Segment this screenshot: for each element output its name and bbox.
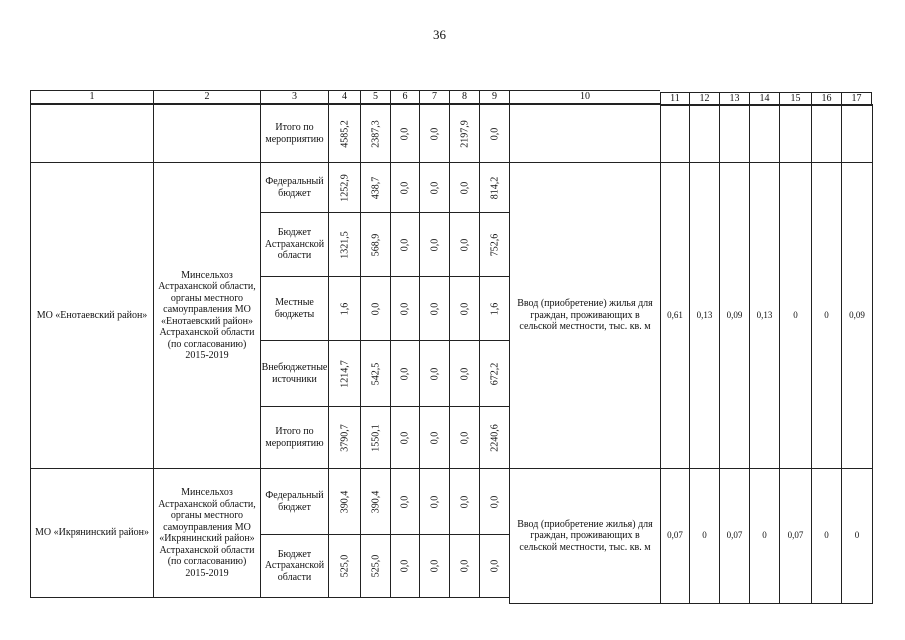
value-text: 1,6 <box>339 302 350 315</box>
value-text: 568,9 <box>370 233 381 256</box>
value-cell <box>449 104 479 162</box>
value-text: 0,0 <box>399 302 411 315</box>
value-cell <box>360 162 390 212</box>
empty-cell <box>689 104 719 162</box>
target-value-cell: 0 <box>749 468 779 604</box>
value-cell <box>419 104 449 162</box>
value-cell <box>479 340 509 406</box>
value-cell <box>390 406 419 468</box>
value-text: 0,0 <box>370 302 381 315</box>
empty-cell <box>30 104 153 162</box>
value-text: 542,5 <box>370 362 381 385</box>
value-cell <box>449 406 479 468</box>
value-cell <box>419 468 449 534</box>
value-text: 390,4 <box>370 490 381 513</box>
value-text: 0,0 <box>399 367 411 380</box>
value-text: 814,2 <box>489 176 500 199</box>
value-cell <box>419 406 449 468</box>
value-cell <box>328 162 360 212</box>
col-header-17: 17 <box>841 92 872 106</box>
value-text: 0,0 <box>429 127 440 140</box>
value-cell <box>390 212 419 276</box>
value-text: 438,7 <box>370 176 381 199</box>
empty-cell <box>841 104 872 162</box>
funding-source-cell: Итого по мероприятию <box>260 104 328 162</box>
value-text: 0,0 <box>459 495 470 508</box>
value-text: 0,0 <box>429 431 440 444</box>
col-header-1: 1 <box>30 90 153 104</box>
empty-cell <box>509 104 660 162</box>
value-text: 0,0 <box>399 559 411 573</box>
empty-cell <box>811 104 841 162</box>
funding-source-cell: Бюджет Астраханской области <box>260 212 328 276</box>
value-cell <box>390 340 419 406</box>
value-cell <box>328 340 360 406</box>
value-text: 0,0 <box>429 367 440 380</box>
page-number: 36 <box>433 27 446 42</box>
value-text: 0,0 <box>429 238 440 251</box>
value-text: 1550,1 <box>370 423 381 452</box>
funding-source-cell: Федеральный бюджет <box>260 468 328 534</box>
value-text: 0,0 <box>429 495 440 508</box>
value-text: 0,0 <box>489 559 500 573</box>
value-text: 0,0 <box>429 559 440 573</box>
funding-source-cell: Внебюджетные источники <box>260 340 328 406</box>
value-cell <box>479 104 509 162</box>
value-cell <box>360 104 390 162</box>
table-border <box>872 104 873 604</box>
col-header-16: 16 <box>811 92 841 106</box>
value-cell <box>390 468 419 534</box>
value-cell <box>328 276 360 340</box>
value-text: 0,0 <box>489 127 500 140</box>
value-text: 0,0 <box>459 559 470 573</box>
value-text: 0,0 <box>489 495 500 508</box>
value-text: 2197,9 <box>459 119 470 148</box>
target-value-cell: 0,07 <box>779 468 811 604</box>
executor-cell <box>153 468 260 598</box>
target-value-cell: 0 <box>811 162 841 468</box>
value-cell <box>390 104 419 162</box>
value-cell <box>360 406 390 468</box>
value-cell <box>390 276 419 340</box>
value-cell <box>360 340 390 406</box>
funding-source-cell: Федеральный бюджет <box>260 162 328 212</box>
target-value-cell: 0,09 <box>841 162 872 468</box>
value-cell <box>479 534 509 598</box>
value-text: 0,0 <box>459 431 470 444</box>
col-header-6: 6 <box>390 90 419 104</box>
value-text: 525,0 <box>370 554 381 578</box>
value-cell <box>328 104 360 162</box>
value-text: 0,0 <box>399 127 411 140</box>
indicator-cell: Ввод (приобретение жилья) для граждан, проживающих в сельской местности, тыс. кв. м <box>509 468 660 604</box>
value-text: 0,0 <box>459 238 470 251</box>
target-value-cell: 0,61 <box>660 162 689 468</box>
value-text: 752,6 <box>489 233 500 256</box>
value-text: 3790,7 <box>339 423 350 452</box>
executor-text: Минсельхоз Астраханской области, органы местного самоуправления МО «Икрянинский район» Астраханской области (по согласованию) <box>158 487 256 567</box>
value-cell <box>328 212 360 276</box>
value-text: 2387,3 <box>370 119 381 148</box>
value-cell <box>479 406 509 468</box>
target-value-cell: 0 <box>779 162 811 468</box>
funding-source-cell: Бюджет Астраханской области <box>260 534 328 598</box>
value-text: 1,6 <box>489 302 500 315</box>
value-cell <box>449 534 479 598</box>
value-text: 0,0 <box>429 302 440 315</box>
value-cell <box>479 276 509 340</box>
value-text: 525,0 <box>339 554 350 578</box>
target-value-cell: 0 <box>811 468 841 604</box>
value-text: 4585,2 <box>339 119 350 148</box>
value-cell <box>328 406 360 468</box>
value-cell <box>390 534 419 598</box>
funding-source-cell: Итого по мероприятию <box>260 406 328 468</box>
value-cell <box>449 162 479 212</box>
value-text: 672,2 <box>489 362 500 385</box>
col-header-3: 3 <box>260 90 328 104</box>
value-cell <box>449 468 479 534</box>
value-cell <box>360 468 390 534</box>
value-cell <box>419 340 449 406</box>
empty-cell <box>779 104 811 162</box>
municipality-cell: МО «Енотаевский район» <box>30 162 153 468</box>
value-text: 0,0 <box>429 181 440 194</box>
empty-cell <box>153 104 260 162</box>
value-cell <box>419 162 449 212</box>
col-header-13: 13 <box>719 92 749 106</box>
indicator-cell: Ввод (приобретение) жилья для граждан, проживающих в сельской местности, тыс. кв. м <box>509 162 660 468</box>
col-header-10: 10 <box>509 90 660 104</box>
value-cell <box>360 212 390 276</box>
value-text: 0,0 <box>459 302 470 315</box>
value-cell <box>479 212 509 276</box>
empty-cell <box>749 104 779 162</box>
executor-cell <box>153 162 260 468</box>
value-cell <box>449 212 479 276</box>
value-text: 1321,5 <box>339 230 350 259</box>
value-cell <box>479 162 509 212</box>
col-header-11: 11 <box>660 92 689 106</box>
value-cell <box>419 534 449 598</box>
col-header-15: 15 <box>779 92 811 106</box>
value-cell <box>419 276 449 340</box>
value-cell <box>449 276 479 340</box>
period-text: 2015-2019 <box>185 350 229 361</box>
period-text: 2015-2019 <box>185 567 229 579</box>
col-header-4: 4 <box>328 90 360 104</box>
value-text: 0,0 <box>459 367 470 380</box>
target-value-cell: 0,07 <box>660 468 689 604</box>
col-header-12: 12 <box>689 92 719 106</box>
value-cell <box>419 212 449 276</box>
funding-source-cell: Местные бюджеты <box>260 276 328 340</box>
target-value-cell: 0,13 <box>689 162 719 468</box>
value-text: 0,0 <box>459 181 470 194</box>
value-cell <box>328 468 360 534</box>
value-cell <box>360 534 390 598</box>
value-text: 1252,9 <box>339 173 350 202</box>
value-text: 0,0 <box>399 181 411 194</box>
target-value-cell: 0 <box>689 468 719 604</box>
col-header-7: 7 <box>419 90 449 104</box>
value-cell <box>390 162 419 212</box>
value-text: 1214,7 <box>339 359 350 388</box>
value-cell <box>360 276 390 340</box>
value-text: 390,4 <box>339 490 350 513</box>
target-value-cell: 0,07 <box>719 468 749 604</box>
col-header-5: 5 <box>360 90 390 104</box>
target-value-cell: 0,13 <box>749 162 779 468</box>
value-text: 0,0 <box>399 495 411 508</box>
executor-text: Минсельхоз Астраханской области, органы местного самоуправления МО «Енотаевский район» Астраханской области (по согласованию) <box>158 269 256 350</box>
target-value-cell: 0,09 <box>719 162 749 468</box>
col-header-8: 8 <box>449 90 479 104</box>
value-text: 2240,6 <box>489 423 500 452</box>
target-value-cell: 0 <box>841 468 872 604</box>
municipality-cell: МО «Икрянинский район» <box>30 468 153 598</box>
value-cell <box>328 534 360 598</box>
col-header-14: 14 <box>749 92 779 106</box>
value-text: 0,0 <box>399 238 411 251</box>
col-header-9: 9 <box>479 90 509 104</box>
value-cell <box>479 468 509 534</box>
value-cell <box>449 340 479 406</box>
empty-cell <box>660 104 689 162</box>
col-header-2: 2 <box>153 90 260 104</box>
value-text: 0,0 <box>399 431 411 444</box>
empty-cell <box>719 104 749 162</box>
